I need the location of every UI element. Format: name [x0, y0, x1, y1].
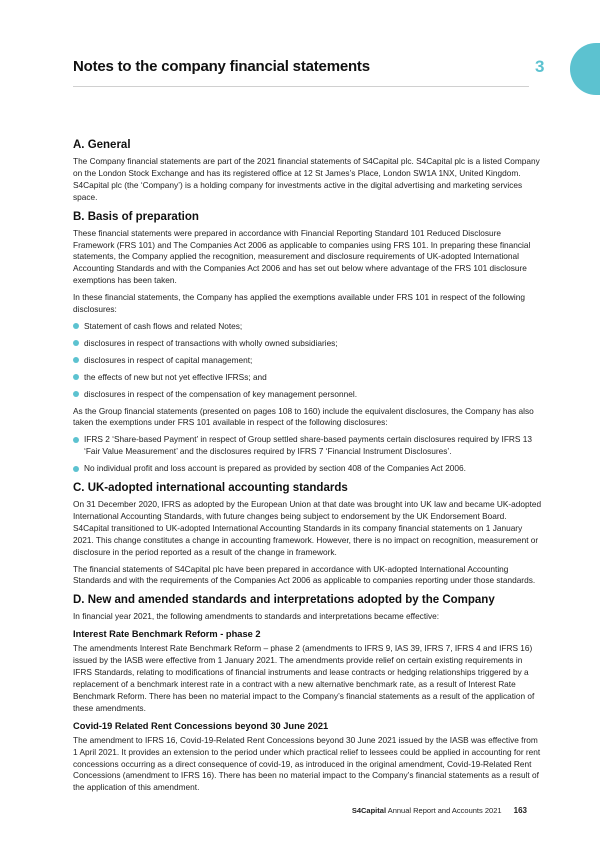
- list-item: [73, 389, 543, 401]
- section-c-paragraph: The financial statements of S4Capital plc have been prepared in accordance with UK-adopted International Accounting Standards and with the requirements of the Companies Act 2006 as applicable to companies reporting under those standards.: [73, 563, 536, 586]
- list-item: [73, 321, 543, 333]
- section-b-paragraph: These financial statements were prepared in accordance with Financial Reporting Standard 101 Reduced Disclosure Framework (FRS 101) and The Companies Act 2006 as applicable to companies using FRS 101. In preparing these financial statements, the Company applied the recognition, measurement and disclosure requirements of UK-adopted International Accounting Standards and with the Companies Act 2006 and has set out below where advantage of the FRS 101 disclosure exemptions has been taken.: [73, 227, 531, 286]
- list-item-text: No individual profit and loss account is prepared as provided by section 408 of the Companies Act 2006.: [84, 463, 466, 474]
- section-tab: [570, 43, 600, 95]
- section-a-heading: A. General: [73, 139, 131, 151]
- subsection-heading: Covid-19 Related Rent Concessions beyond 30 June 2021: [73, 720, 329, 731]
- bullet-dot-icon: [73, 340, 79, 346]
- main-content: [73, 138, 543, 800]
- page-title: Notes to the company financial statements: [73, 58, 370, 75]
- bullet-dot-icon: [73, 466, 79, 472]
- list-item-text: IFRS 2 ‘Share-based Payment’ in respect of Group settled share-based payments certain disclosures required by IFRS 13 ‘Fair Value Measurement’ and the disclosures required by IFRS 7 ‘Financial Instrument Disclosures’.: [84, 434, 532, 457]
- section-c: [73, 481, 543, 587]
- subsection-heading: Interest Rate Benchmark Reform - phase 2: [73, 629, 261, 640]
- footer-brand: S4Capital: [351, 806, 387, 815]
- list-item: [73, 355, 543, 367]
- list-item: [73, 338, 543, 350]
- header-divider: [73, 86, 529, 87]
- bullet-dot-icon: [73, 374, 79, 380]
- page-number: 163: [513, 806, 527, 815]
- section-b-paragraph: As the Group financial statements (presented on pages 108 to 160) include the equivalent disclosures, the Company has also taken the exemptions under FRS 101 available in respect of the following disclosures:: [73, 405, 534, 428]
- section-c-paragraph: On 31 December 2020, IFRS as adopted by the European Union at that date was brought into UK law and became UK-adopted International Accounting Standards, with future changes being subject to endorsement by the UK Endorsement Board. S4Capital transitioned to UK-adopted International Accounting Standards in its company financial statements on 1 January 2021. This change constitutes a change in accounting framework. However, there is no impact on recognition, measurement or disclosure in the period reported as a result of the change in framework.: [73, 499, 542, 557]
- group-exemptions-list: [73, 434, 543, 475]
- section-d-heading: D. New and amended standards and interpretations adopted by the Company: [73, 594, 495, 607]
- section-number: 3: [535, 57, 545, 76]
- list-item-text: Statement of cash flows and related Notes;: [84, 320, 243, 331]
- bullet-dot-icon: [73, 437, 79, 443]
- section-d-intro: In financial year 2021, the following amendments to standards and interpretations became effective:: [73, 611, 440, 622]
- section-d: [73, 593, 543, 794]
- section-c-heading: C. UK-adopted international accounting standards: [73, 482, 348, 495]
- subsection-paragraph: The amendments Interest Rate Benchmark Reform – phase 2 (amendments to IFRS 9, IAS 39, IFRS 7, IFRS 4 and IFRS 16) issued by the IASB were effective from 1 January 2021. The amendments provide relief on certain existing requirements in IFRS Standards, relating to modifications of financial instruments and lease contracts or hedging relationships triggered by a replacement of a benchmark interest rate in a contract with a new alternative benchmark rate, as a result of Interest Rate Benchmark Reform. There has been no material impact to the Company’s financial statements as a result of the application of these amendments.: [73, 643, 535, 713]
- bullet-dot-icon: [73, 357, 79, 363]
- section-b: [73, 210, 543, 475]
- bullet-dot-icon: [73, 323, 79, 329]
- list-item: [73, 372, 543, 384]
- list-item-text: disclosures in respect of capital management;: [84, 354, 253, 365]
- section-b-heading: B. Basis of preparation: [73, 210, 199, 223]
- list-item-text: disclosures in respect of the compensation of key management personnel.: [84, 388, 358, 399]
- page-footer: [352, 806, 527, 815]
- exemptions-list: [73, 321, 543, 401]
- section-a-paragraph: The Company financial statements are part of the 2021 financial statements of S4Capital plc. S4Capital plc is a listed Company on the London Stock Exchange and has its registered office at 12 St James’s Place, London SW1A 1NX, United Kingdom. S4Capital plc (the ‘Company’) is a holding company for investments active in the digital advertising and marketing services space.: [73, 156, 540, 202]
- subsection-paragraph: The amendment to IFRS 16, Covid-19-Related Rent Concessions beyond 30 June 2021 issued by the IASB was effective from 1 April 2021. It provides an extension to the period under which practical relief to lessees could be applied in accounting for rent concessions occurring as a direct consequence of covid-19, as introduced in the original amendment, Covid-19-Related Rent Concessions (amendment to IFRS 16). There has been no material impact to the Company’s financial statements as a result of the application of this amendment.: [73, 734, 541, 793]
- list-item-text: disclosures in respect of transactions with wholly owned subsidiaries;: [84, 337, 338, 348]
- list-item: [73, 463, 543, 475]
- footer-text: Annual Report and Accounts 2021: [387, 806, 502, 815]
- list-item: [73, 434, 543, 458]
- section-b-paragraph: In these financial statements, the Company has applied the exemptions available under FRS 101 in respect of the following disclosures:: [73, 292, 525, 315]
- bullet-dot-icon: [73, 391, 79, 397]
- section-a: [73, 138, 543, 204]
- list-item-text: the effects of new but not yet effective IFRSs; and: [84, 371, 267, 382]
